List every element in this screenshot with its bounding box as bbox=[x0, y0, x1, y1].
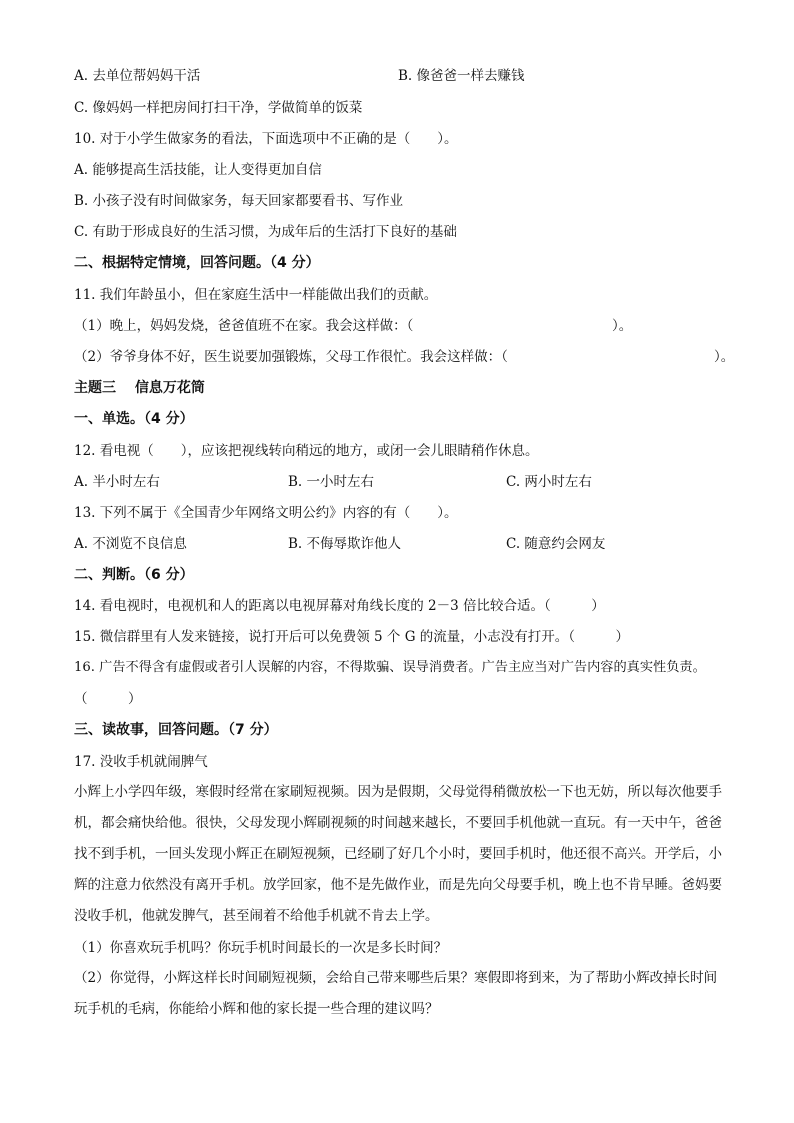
section-heading-single-choice: 一、单选。（4 分） bbox=[74, 411, 194, 427]
q11-sub2-end: ）。 bbox=[714, 349, 735, 365]
q11-stem: 11. 我们年龄虽小，但在家庭生活中一样能做出我们的贡献。 bbox=[74, 287, 438, 303]
section-heading-scenario: 二、根据特定情境，回答问题。（4 分） bbox=[74, 255, 320, 271]
q14-text: 14. 看电视时，电视机和人的距离以电视屏幕对角线长度的 2－3 倍比较合适。（ ） bbox=[74, 598, 605, 614]
section-heading-story: 三、读故事，回答问题。（7 分） bbox=[74, 722, 278, 738]
q12-option-b: B. 一小时左右 bbox=[288, 474, 375, 490]
theme-title: 主题三 信息万花筒 bbox=[74, 380, 205, 396]
q10-stem: 10. 对于小学生做家务的看法，下面选项中不正确的是（ ）。 bbox=[74, 131, 458, 147]
q12-option-c: C. 两小时左右 bbox=[506, 474, 592, 490]
q9-option-c: C. 像妈妈一样把房间打扫干净，学做简单的饭菜 bbox=[74, 100, 363, 116]
q10-option-c: C. 有助于形成良好的生活习惯，为成年后的生活打下良好的基础 bbox=[74, 224, 457, 240]
q11-sub1-end: ）。 bbox=[612, 318, 633, 334]
q9-option-a: A. 去单位帮妈妈干活 bbox=[74, 68, 201, 84]
q16-blank: （ ） bbox=[74, 691, 142, 707]
q17-sub2: （2）你觉得，小辉这样长时间刷短视频，会给自己带来哪些后果？寒假即将到来，为了帮助小辉改掉长时间玩手机的毛病，你能给小辉和他的家长提一些合理的建议吗？ bbox=[74, 970, 718, 1017]
q9-option-b: B. 像爸爸一样去赚钱 bbox=[398, 68, 525, 84]
q12-option-a: A. 半小时左右 bbox=[74, 474, 160, 490]
q17-title: 17. 没收手机就闹脾气 bbox=[74, 754, 208, 770]
q10-option-a: A. 能够提高生活技能，让人变得更加自信 bbox=[74, 162, 322, 178]
q13-option-a: A. 不浏览不良信息 bbox=[74, 536, 187, 552]
q16-text: 16. 广告不得含有虚假或者引人误解的内容，不得欺骗、误导消费者。广告主应当对广告内容的真实性负责。 bbox=[74, 660, 706, 675]
q15-text: 15. 微信群里有人发来链接，说打开后可以免费领 5 个 G 的流量，小志没有打开。（ ） bbox=[74, 629, 630, 645]
q13-option-b: B. 不侮辱欺诈他人 bbox=[288, 536, 402, 552]
story-paragraph: 小辉上小学四年级，寒假时经常在家刷短视频。因为是假期，父母觉得稍微放松一下也无妨，所以每次他要手机，都会痛快给他。很快，父母发现小辉刷视频的时间越来越长，不要回手机他就一直玩。有一天中午，爸爸找不到手机，一回头发现小辉正在刷短视频，已经刷了好几个小时，要回手机时，他还很不高兴。开学后，小辉的注意力依然没有离开手机。放学回家，他不是先做作业，而是先向父母要手机，晚上也不肯早睡。爸妈要没收手机，他就发脾气，甚至闹着不给他手机就不肯去上学。 bbox=[74, 784, 722, 924]
q11-sub1-text: （1）晚上，妈妈发烧，爸爸值班不在家。我会这样做：（ bbox=[74, 318, 414, 334]
q10-option-b: B. 小孩子没有时间做家务，每天回家都要看书、写作业 bbox=[74, 193, 404, 209]
q17-sub1: （1）你喜欢玩手机吗？你玩手机时间最长的一次是多长时间？ bbox=[74, 940, 448, 956]
q13-option-c: C. 随意约会网友 bbox=[506, 536, 606, 552]
q13-stem: 13. 下列不属于《全国青少年网络文明公约》内容的有（ ）。 bbox=[74, 505, 458, 521]
section-heading-judge: 二、判断。（6 分） bbox=[74, 567, 194, 583]
q11-sub2-text: （2）爷爷身体不好，医生说要加强锻炼，父母工作很忙。我会这样做：（ bbox=[74, 349, 508, 365]
q12-stem: 12. 看电视（ ），应该把视线转向稍远的地方，或闭一会儿眼睛稍作休息。 bbox=[74, 443, 539, 459]
